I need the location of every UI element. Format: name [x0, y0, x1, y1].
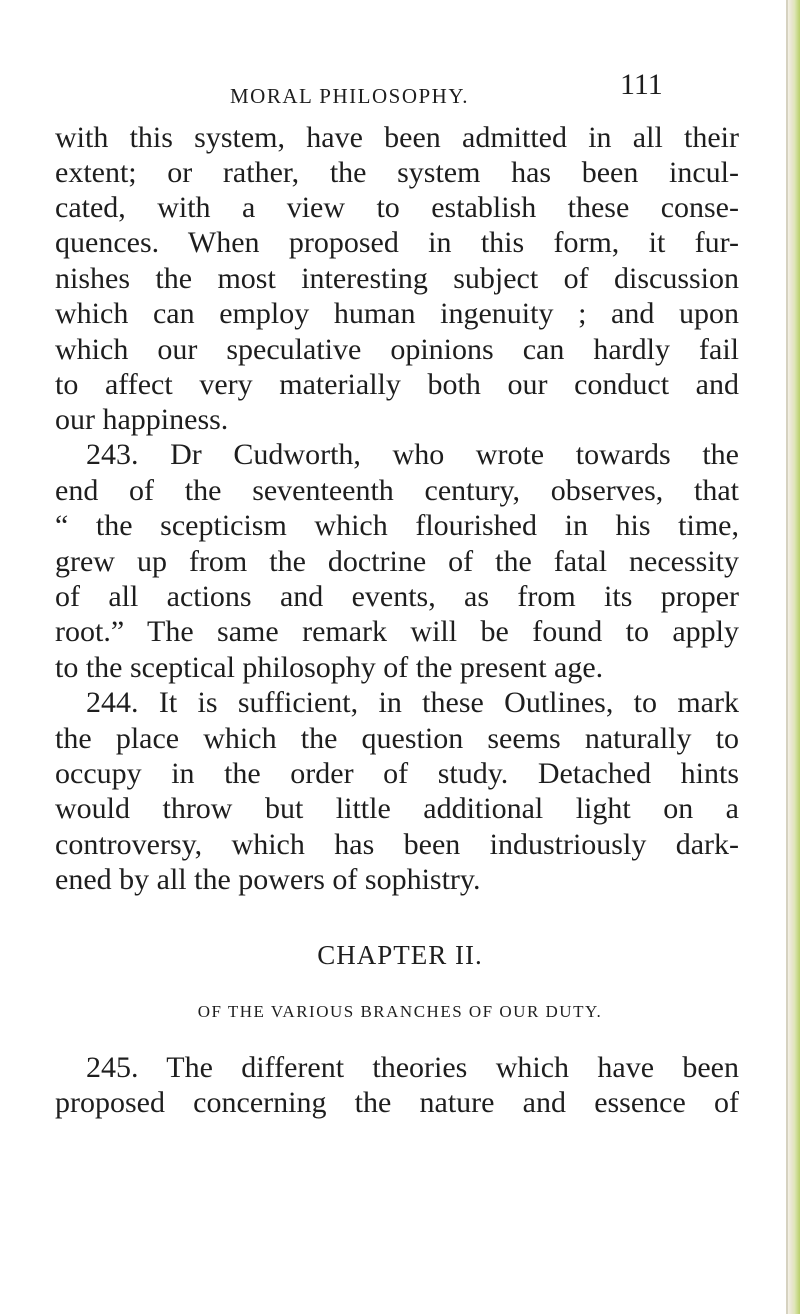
page-edge: [788, 0, 800, 1314]
text-line: “ the scepticism which flourished in his time,: [55, 509, 739, 542]
text-line: nishes the most interesting subject of discussion: [55, 262, 739, 295]
text-line: to the sceptical philosophy of the present age.: [55, 651, 604, 684]
text-line: root.” The same remark will be found to apply: [55, 615, 739, 648]
text-line: our happiness.: [55, 403, 229, 436]
page-number: 111: [620, 68, 663, 101]
text-line: ened by all the powers of sophistry.: [55, 863, 481, 896]
text-line: cated, with a view to establish these conse-: [55, 191, 739, 224]
text-line: the place which the question seems naturally to: [55, 722, 739, 755]
text-line: quences. When proposed in this form, it fur-: [55, 226, 739, 259]
text-line: to affect very materially both our conduct and: [55, 368, 739, 401]
text-line: which can employ human ingenuity ; and upon: [55, 297, 739, 330]
text-line: controversy, which has been industriously dark-: [55, 828, 739, 861]
running-head-title: MORAL PHILOSOPHY.: [230, 84, 470, 108]
text-line: extent; or rather, the system has been incul-: [55, 156, 739, 189]
paragraph-start-243: 243. Dr Cudworth, who wrote towards the: [86, 438, 739, 471]
text-line: grew up from the doctrine of the fatal necessity: [55, 545, 739, 578]
text-line: occupy in the order of study. Detached hints: [55, 757, 739, 790]
text-line: which our speculative opinions can hardly fail: [55, 333, 739, 366]
running-head: [0, 68, 800, 108]
text-line: would throw but little additional light on a: [55, 792, 739, 825]
paragraph-start-245: 245. The different theories which have been: [86, 1051, 739, 1084]
text-line: of all actions and events, as from its proper: [55, 580, 739, 613]
paragraph-start-244: 244. It is sufficient, in these Outlines, to mark: [86, 686, 739, 719]
chapter-heading: CHAPTER II.: [317, 940, 483, 970]
text-line: proposed concerning the nature and essence of: [55, 1086, 739, 1119]
chapter-subheading: OF THE VARIOUS BRANCHES OF OUR DUTY.: [197, 1002, 603, 1021]
text-line: end of the seventeenth century, observes, that: [55, 474, 739, 507]
text-line: with this system, have been admitted in all their: [55, 121, 739, 154]
